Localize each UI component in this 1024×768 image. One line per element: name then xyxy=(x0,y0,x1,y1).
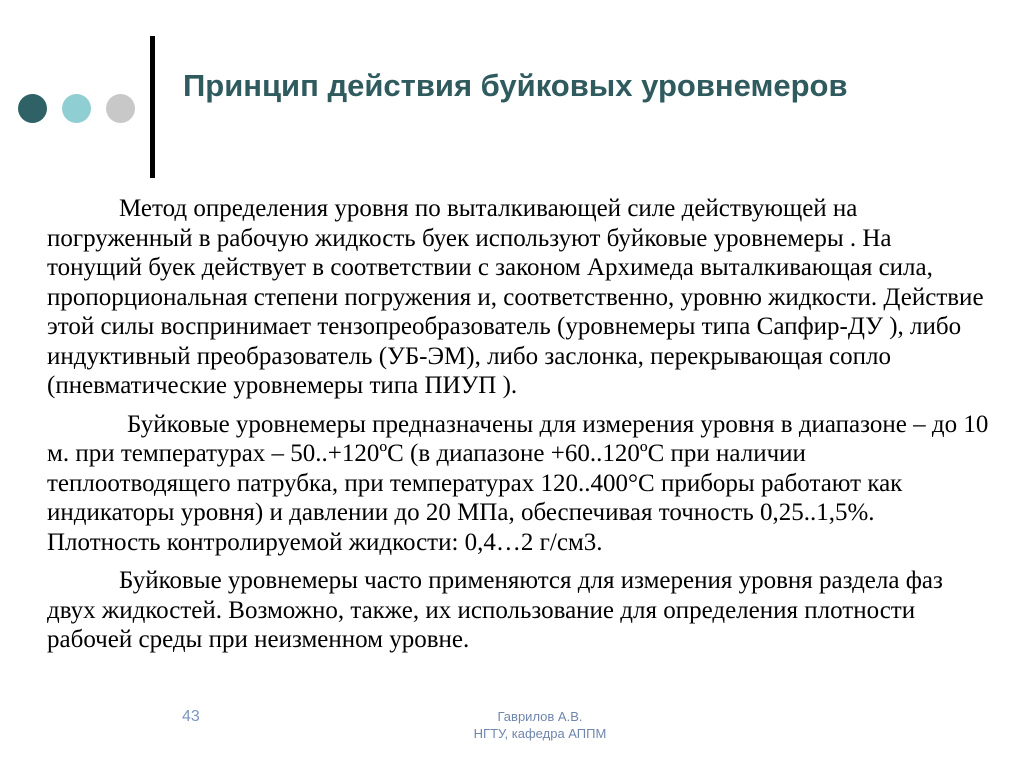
page-number: 43 xyxy=(182,708,200,725)
slide-title: Принцип действия буйковых уровнемеров xyxy=(183,68,848,103)
paragraph-applications: Буйковые уровнемеры часто применяются для измерения уровня раздела фаз двух жидкостей. Возможно, также, их использование для определения плотности рабочей среды при неизменном уровне. xyxy=(47,567,943,653)
footer-affiliation: НГТУ, кафедра АППМ xyxy=(473,726,607,741)
decorative-dots xyxy=(18,94,135,123)
dot-gray-icon xyxy=(106,94,135,123)
paragraph-specs: Буйковые уровнемеры предназначены для измерения уровня в диапазоне – до 10 м. при температурах – 50..+120ºС (в диапазоне +60..120ºС при наличии теплоотводящего патрубка, при температурах 120..400°С приборы работают как индикаторы уровня) и давлении до 20 МПа, обеспечивая точность 0,25..1,5%. Плотность контролируемой жидкости: 0,4…2 г/см3. xyxy=(47,410,989,556)
paragraph-method: Метод определения уровня по выталкивающей силе действующей на погруженный в рабочую жидкость буек используют буйковые уровнемеры . На тонущий буек действует в соответствии с законом Архимеда выталкивающая сила, пропорциональная степени погружения и, соответственно, уровню жидкости. Действие этой силы воспринимает тензопреобразователь (уровнемеры типа Сапфир-ДУ ), либо индуктивный преобразователь (УБ-ЭМ), либо заслонка, перекрывающая сопло (пневматические уровнемеры типа ПИУП ). xyxy=(47,195,984,399)
slide-body xyxy=(47,194,992,664)
dot-light-icon xyxy=(62,94,91,123)
footer-author-block xyxy=(440,708,640,742)
footer-author: Гаврилов А.В. xyxy=(497,709,583,724)
dot-dark-icon xyxy=(18,94,47,123)
title-divider xyxy=(150,36,155,178)
